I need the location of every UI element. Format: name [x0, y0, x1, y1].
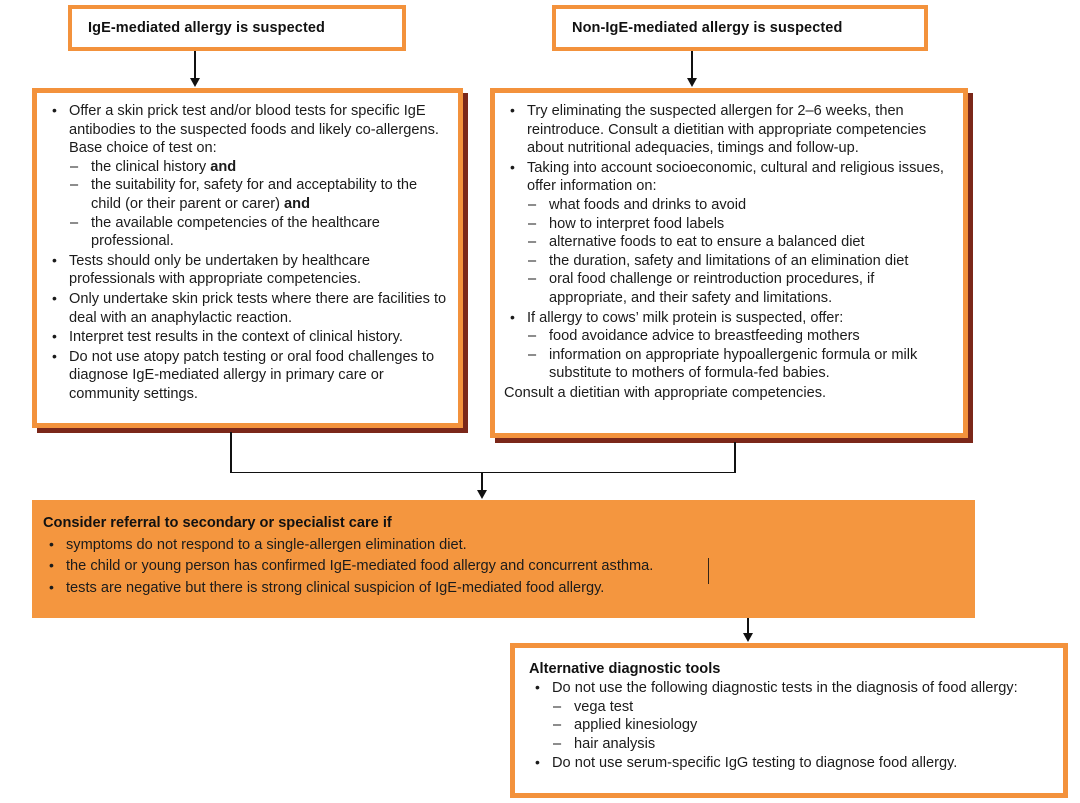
alternative-tools-title: Alternative diagnostic tools — [529, 661, 721, 677]
arrowhead-referral-box — [477, 490, 487, 499]
list-item-text: symptoms do not respond to a single-allergen elimination diet. — [66, 537, 467, 553]
list-item — [69, 214, 450, 251]
list-item-text: Do not use the following diagnostic tests in the diagnosis of food allergy: — [552, 680, 1018, 696]
alternative-tools-sub-list — [552, 698, 1053, 754]
list-item-text: the duration, safety and limitations of an elimination diet — [549, 252, 909, 269]
connector-ige-header-to-panel — [194, 51, 196, 80]
list-item — [527, 270, 955, 307]
list-item — [46, 328, 450, 347]
list-item-text: alternative foods to eat to ensure a balanced diet — [549, 234, 865, 251]
list-item-text: food avoidance advice to breastfeeding mothers — [549, 328, 860, 345]
list-item-text: the child or young person has confirmed IgE-mediated food allergy and concurrent asthma. — [66, 558, 654, 575]
list-item-text: the clinical history and — [91, 158, 237, 175]
list-item — [504, 309, 955, 383]
list-item — [527, 327, 955, 346]
list-item-text: what foods and drinks to avoid — [549, 196, 747, 213]
non-ige-sub-list-1 — [527, 196, 955, 308]
header-box-ige — [68, 5, 406, 51]
list-item-text: hair analysis — [574, 735, 656, 752]
list-item — [69, 176, 450, 213]
ige-sub-list-0 — [69, 158, 450, 251]
panel-ige-actions — [32, 88, 463, 428]
header-box-non-ige — [552, 5, 928, 51]
list-item-text: Interpret test results in the context of clinical history. — [69, 329, 403, 346]
list-item — [527, 233, 955, 252]
non-ige-action-list — [504, 102, 955, 383]
non-ige-sub-list-2 — [527, 327, 955, 383]
referral-box-title: Consider referral to secondary or specialist care if — [43, 515, 392, 531]
list-item — [527, 196, 955, 215]
list-item-text: vega test — [574, 698, 634, 715]
list-item-text: Tests should only be undertaken by healthcare professionals with appropriate competencies. — [69, 252, 370, 288]
list-item — [529, 679, 1053, 753]
list-item — [527, 252, 955, 271]
list-item — [552, 716, 1053, 735]
list-item-text: Do not use atopy patch testing or oral food challenges to diagnose IgE-mediated allergy in primary care or community settings. — [69, 348, 435, 402]
list-item — [46, 348, 450, 404]
list-item — [527, 215, 955, 234]
ige-action-list — [46, 102, 450, 404]
list-item — [43, 578, 975, 598]
list-item-text: the available competencies of the healthcare professional. — [91, 214, 380, 250]
connector-ige-panel-down — [230, 432, 232, 473]
list-item — [46, 290, 450, 327]
list-item-text: If allergy to cows’ milk protein is suspected, offer: — [527, 309, 844, 326]
arrowhead-ige-panel — [190, 78, 200, 87]
referral-box-list — [43, 535, 975, 598]
list-item — [43, 535, 975, 555]
non-ige-footer-text: Consult a dietitian with appropriate competencies. — [504, 384, 827, 401]
list-item-text: Offer a skin prick test and/or blood tests for specific IgE antibodies to the suspected foods and likely co-allergens. Base choice of test on: — [69, 103, 439, 157]
list-item — [69, 158, 450, 177]
connector-non-ige-panel-down — [734, 442, 736, 473]
list-item — [46, 102, 450, 251]
list-item-text: information on appropriate hypoallergenic formula or milk substitute to mothers of formula-fed babies. — [549, 346, 918, 382]
arrowhead-alternative-box — [743, 633, 753, 642]
text-cursor-artifact — [708, 558, 709, 584]
alternative-tools-list — [529, 679, 1053, 773]
list-item — [552, 698, 1053, 717]
list-item-text: Only undertake skin prick tests where there are facilities to deal with an anaphylactic reaction. — [69, 290, 447, 326]
arrowhead-non-ige-panel — [687, 78, 697, 87]
list-item — [527, 346, 955, 383]
header-box-ige-label: IgE-mediated allergy is suspected — [88, 20, 325, 36]
list-item-text: the suitability for, safety for and acceptability to the child (or their parent or carer) and — [91, 177, 418, 212]
connector-non-ige-header-to-panel — [691, 51, 693, 80]
list-item-text: oral food challenge or reintroduction procedures, if appropriate, and their safety and limitations. — [549, 271, 875, 306]
list-item-text: tests are negative but there is strong clinical suspicion of IgE-mediated food allergy. — [66, 579, 605, 596]
panel-non-ige-actions — [490, 88, 968, 438]
list-item-text: how to interpret food labels — [549, 215, 725, 232]
list-item — [46, 252, 450, 289]
connector-merge-to-referral — [481, 472, 483, 492]
header-box-non-ige-label: Non-IgE-mediated allergy is suspected — [572, 20, 843, 36]
list-item-text: Taking into account socioeconomic, cultural and religious issues, offer information on: — [527, 159, 944, 195]
list-item — [504, 102, 955, 158]
list-item-text: applied kinesiology — [574, 717, 698, 734]
list-item — [504, 159, 955, 308]
list-item — [43, 556, 975, 576]
list-item — [552, 735, 1053, 754]
list-item-text: Try eliminating the suspected allergen for 2–6 weeks, then reintroduce. Consult a dietitian with appropriate competencies about nutritional adequacies, timings and follow-up. — [527, 103, 927, 157]
connector-merge-bar — [230, 472, 736, 474]
referral-box — [32, 500, 975, 618]
alternative-tools-box — [510, 643, 1068, 798]
list-item — [529, 754, 1053, 773]
list-item-text: Do not use serum-specific IgG testing to diagnose food allergy. — [552, 755, 958, 772]
